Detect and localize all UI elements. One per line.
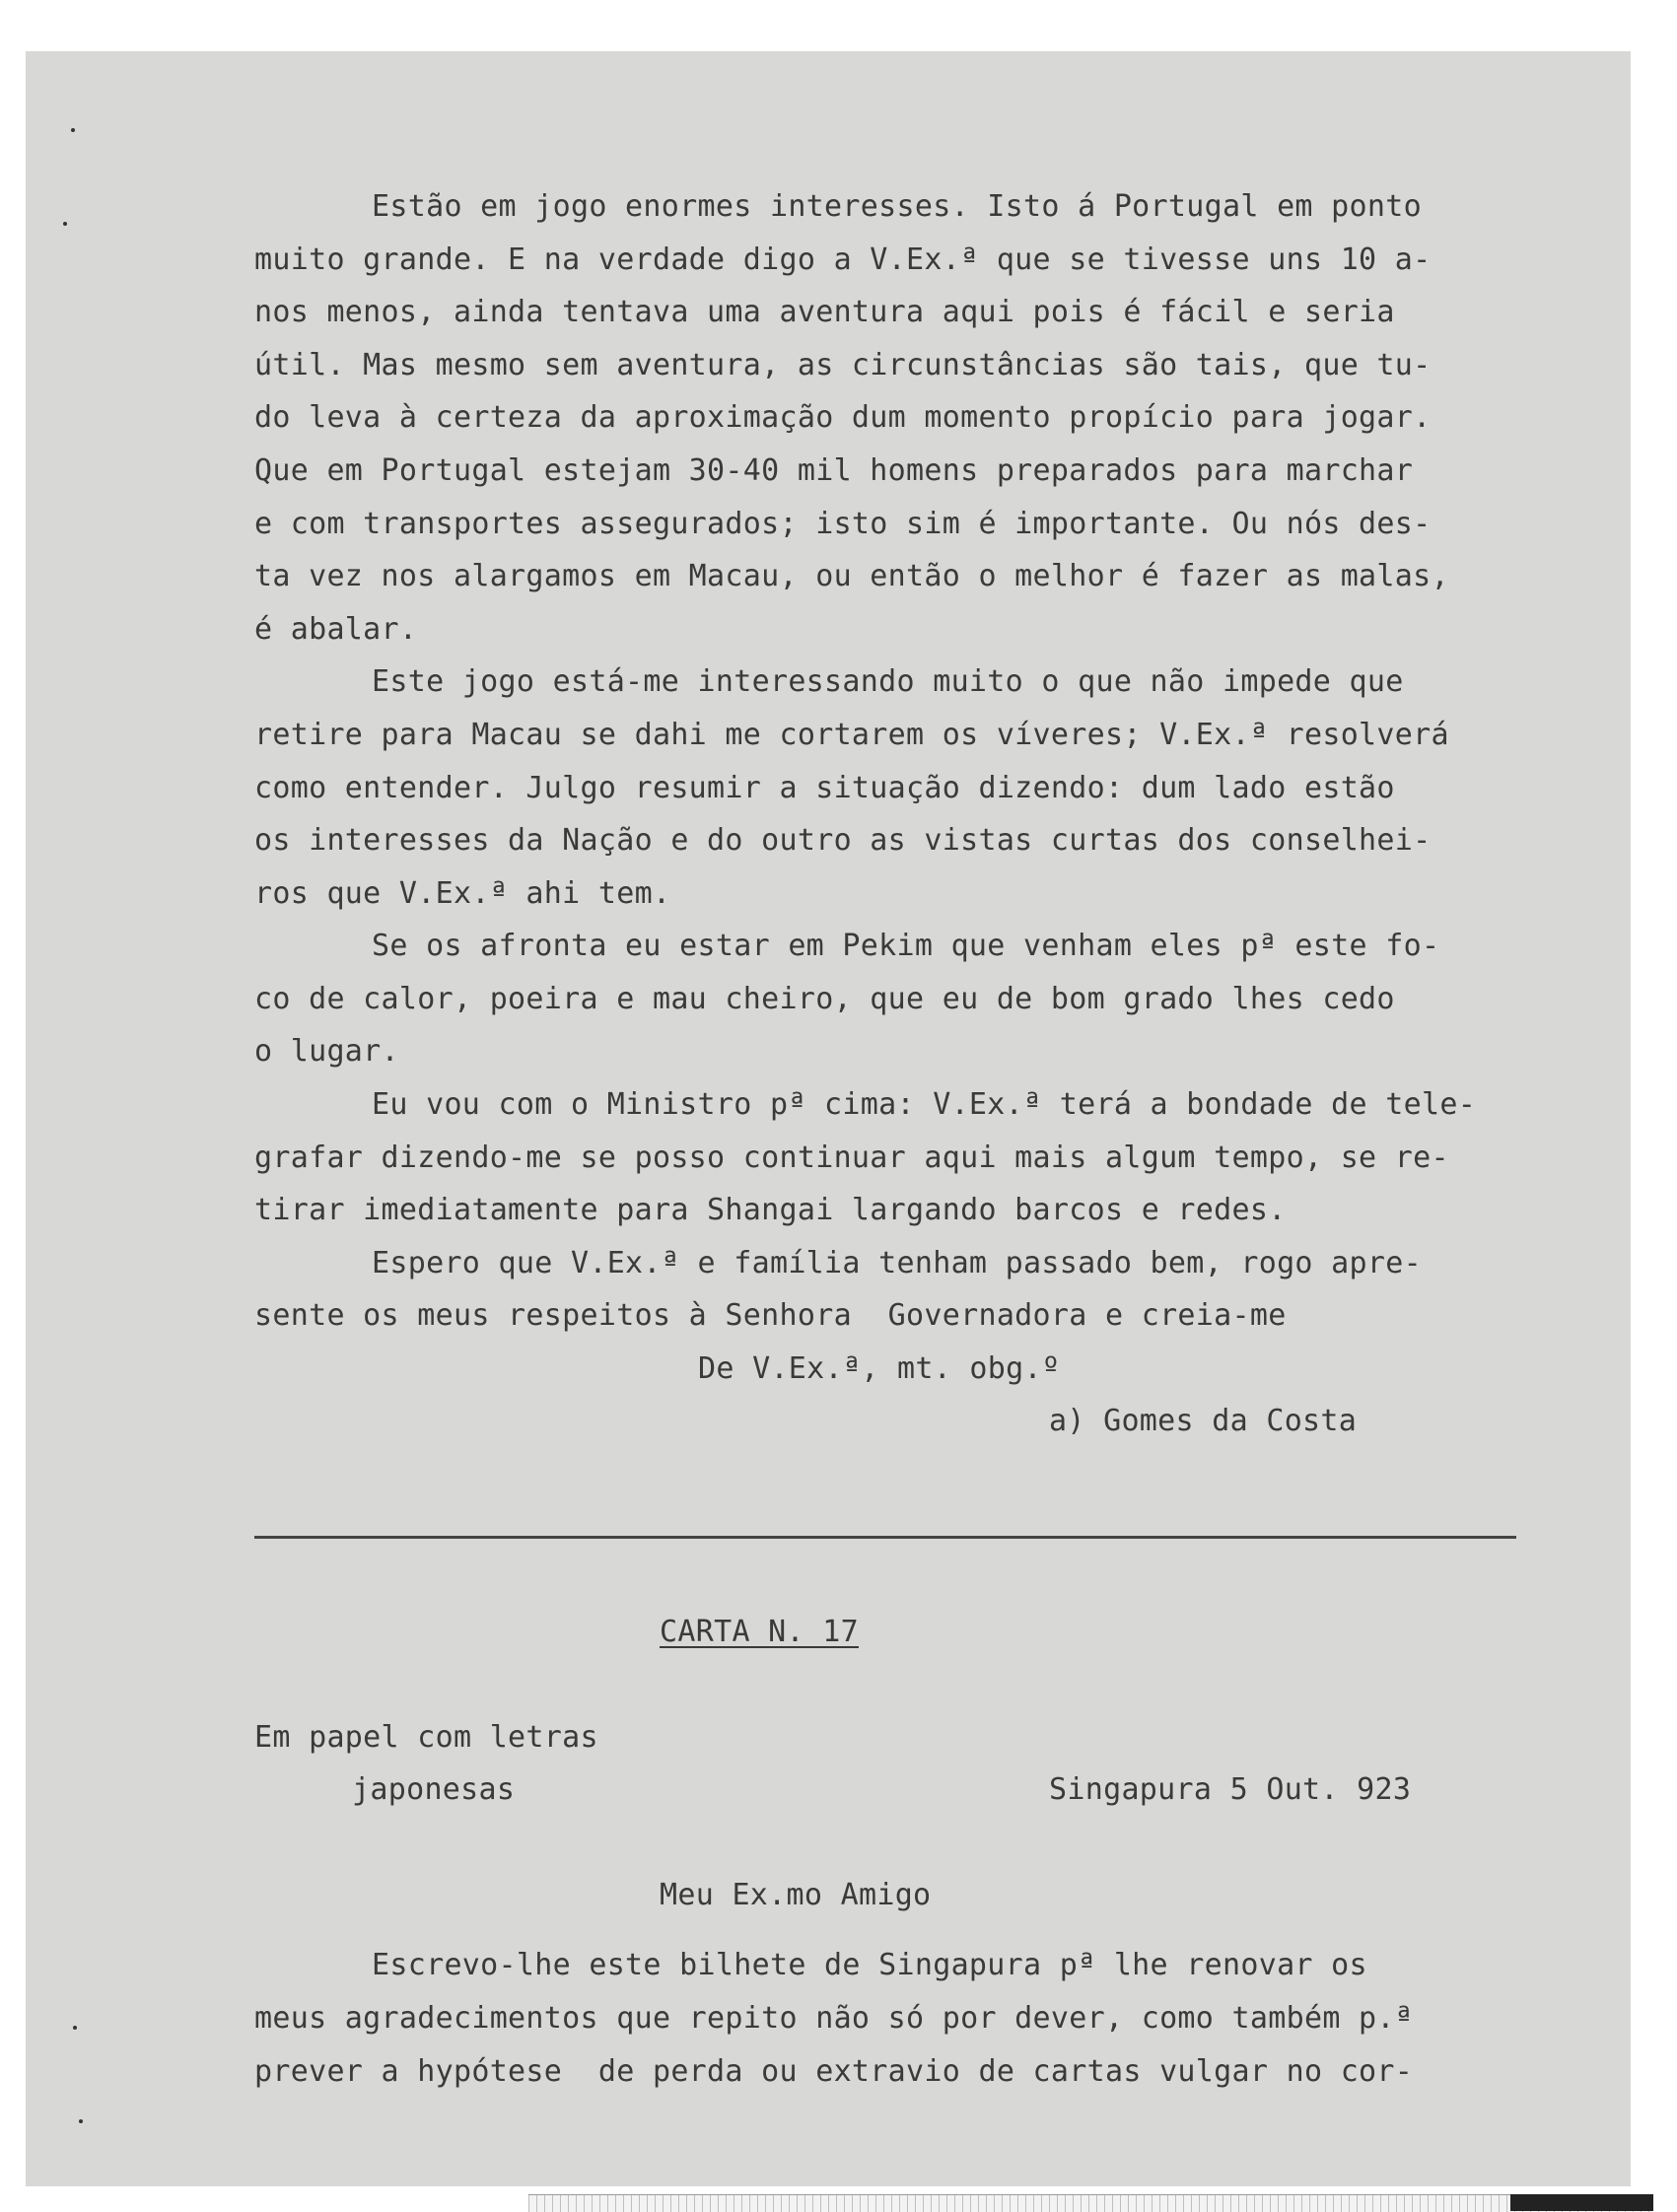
- signature: a) Gomes da Costa: [1049, 1404, 1358, 1438]
- margin-mark: [73, 2026, 77, 2030]
- letter-title: CARTA N. 17: [660, 1615, 859, 1649]
- text-line: útil. Mas mesmo sem aventura, as circunstâncias são tais, que tu-: [254, 348, 1432, 382]
- text-line: Este jogo está-me interessando muito o que não impede que: [372, 664, 1404, 699]
- salutation: Meu Ex.mo Amigo: [660, 1878, 932, 1912]
- text-line: Estão em jogo enormes interesses. Isto á Portugal em ponto: [372, 189, 1422, 224]
- text-line: sente os meus respeitos à Senhora Governadora e creia-me: [254, 1298, 1287, 1333]
- text-line: Espero que V.Ex.ª e família tenham passado bem, rogo apre-: [372, 1246, 1422, 1280]
- margin-mark: [71, 128, 75, 132]
- text-line: os interesses da Nação e do outro as vistas curtas dos conselhei-: [254, 823, 1432, 858]
- text-line: e com transportes assegurados; isto sim é importante. Ou nós des-: [254, 507, 1432, 541]
- text-line: ta vez nos alargamos em Macau, ou então o melhor é fazer as malas,: [254, 559, 1449, 593]
- text-line: prever a hypótese de perda ou extravio de cartas vulgar no cor-: [254, 2054, 1414, 2089]
- text-line: ros que V.Ex.ª ahi tem.: [254, 876, 671, 911]
- margin-mark: [79, 2119, 83, 2123]
- scan-scale-bar: [528, 2194, 1652, 2212]
- text-line: muito grande. E na verdade digo a V.Ex.ª que se tivesse uns 10 a-: [254, 242, 1432, 277]
- scan-scale-bar-end: [1510, 2194, 1653, 2211]
- text-line: Escrevo-lhe este bilhete de Singapura pª lhe renovar os: [372, 1948, 1367, 1982]
- text-line: tirar imediatamente para Shangai largando barcos e redes.: [254, 1193, 1287, 1227]
- text-line: retire para Macau se dahi me cortarem os víveres; V.Ex.ª resolverá: [254, 718, 1449, 752]
- letter-note: japonesas: [352, 1772, 516, 1807]
- text-line: Que em Portugal estejam 30-40 mil homens preparados para marchar: [254, 453, 1414, 488]
- text-line: meus agradecimentos que repito não só por dever, como também p.ª: [254, 2001, 1414, 2036]
- text-line: grafar dizendo-me se posso continuar aqui mais algum tempo, se re-: [254, 1141, 1449, 1175]
- place-date: Singapura 5 Out. 923: [1049, 1772, 1412, 1807]
- text-line: co de calor, poeira e mau cheiro, que eu de bom grado lhes cedo: [254, 982, 1395, 1016]
- text-line: nos menos, ainda tentava uma aventura aqui pois é fácil e seria: [254, 295, 1395, 329]
- closing-line: De V.Ex.ª, mt. obg.º: [698, 1351, 1061, 1386]
- section-divider: [254, 1536, 1516, 1539]
- text-line: é abalar.: [254, 612, 418, 647]
- text-line: Se os afronta eu estar em Pekim que venham eles pª este fo-: [372, 929, 1440, 963]
- text-line: do leva à certeza da aproximação dum momento propício para jogar.: [254, 400, 1432, 435]
- text-line: como entender. Julgo resumir a situação dizendo: dum lado estão: [254, 771, 1395, 805]
- text-line: o lugar.: [254, 1034, 399, 1069]
- margin-mark: [63, 222, 67, 226]
- text-line: Eu vou com o Ministro pª cima: V.Ex.ª terá a bondade de tele-: [372, 1087, 1477, 1122]
- letter-note: Em papel com letras: [254, 1720, 598, 1755]
